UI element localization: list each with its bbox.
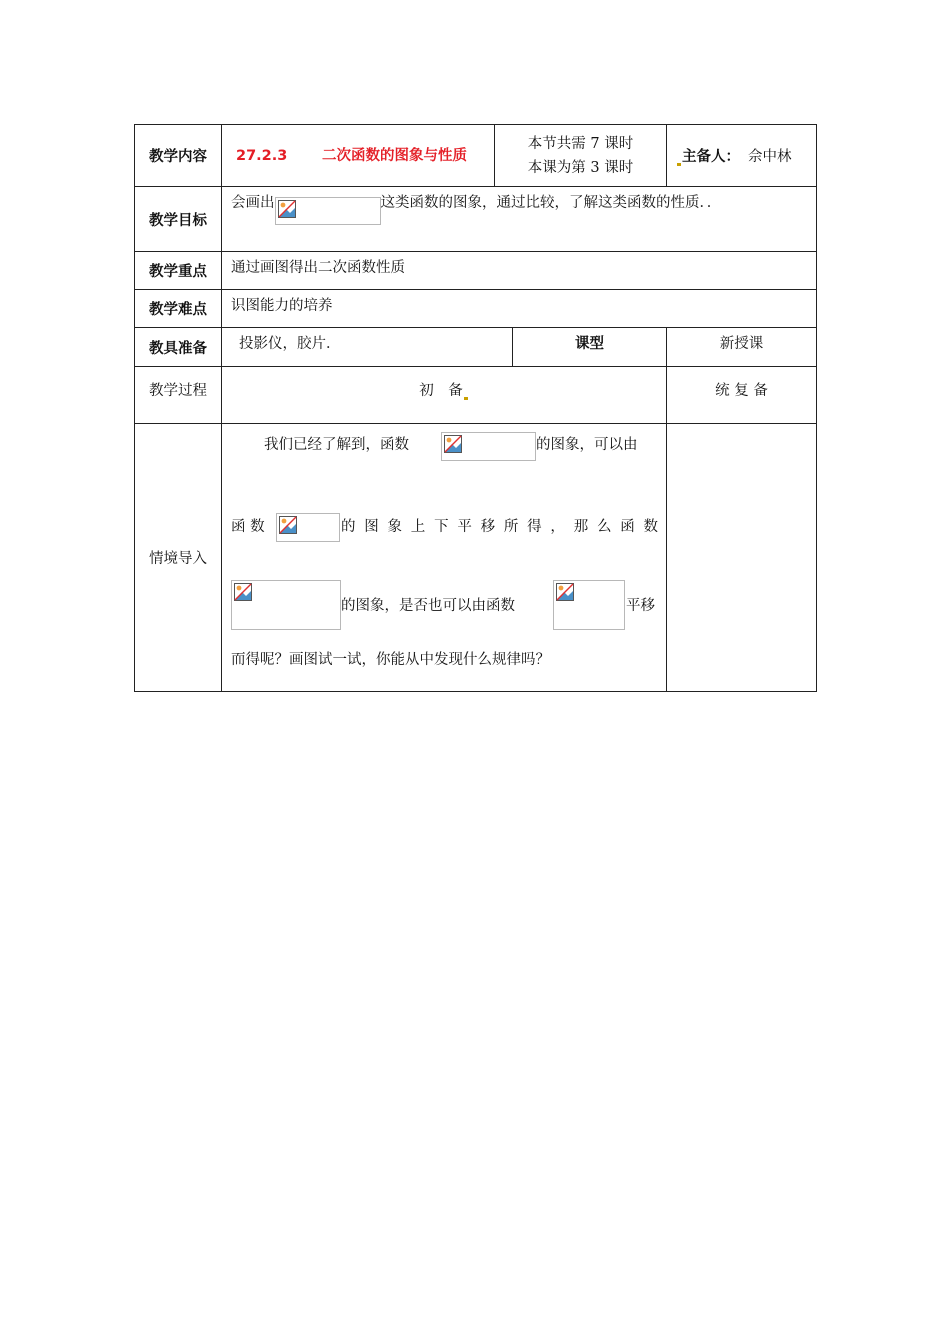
objectives-cell <box>222 187 817 252</box>
broken-image-icon <box>278 200 296 218</box>
formula-image <box>276 513 340 542</box>
broken-image-icon <box>556 583 574 601</box>
lesson-type-value: 新授课 <box>719 336 764 352</box>
first-prep-cell <box>222 367 667 424</box>
intro-line-1 <box>231 429 658 469</box>
intro-line-3 <box>231 580 658 632</box>
lesson-plan-table <box>134 124 817 692</box>
tools-text: 投影仪，胶片． <box>239 336 341 352</box>
broken-image-icon <box>234 583 252 601</box>
marker-dot <box>464 397 468 400</box>
intro-review-cell <box>667 424 817 692</box>
intro-line-3-a: 的图象，是否也可以由函数 <box>341 598 515 614</box>
process-row <box>135 367 817 424</box>
tools-row <box>135 328 817 367</box>
key-points-label: 教学重点 <box>135 252 222 290</box>
key-points-cell <box>222 252 817 290</box>
difficulties-label: 教学难点 <box>135 290 222 328</box>
formula-image <box>231 580 341 630</box>
header-row <box>135 125 817 187</box>
tools-cell <box>222 328 513 367</box>
intro-line-1-b: 的图象，可以由 <box>536 437 638 453</box>
tools-label: 教具准备 <box>135 328 222 367</box>
broken-image-icon <box>444 435 462 453</box>
content-label: 教学内容 <box>135 125 222 187</box>
intro-line-3-b: 平移 <box>626 598 655 614</box>
intro-line-1-a: 我们已经了解到，函数 <box>264 437 409 453</box>
key-points-text: 通过画图得出二次函数性质 <box>231 260 405 276</box>
lesson-type-label-cell <box>513 328 667 367</box>
intro-line-2-b: 的 图 象 上 下 平 移 所 得 ， 那 么 函 数 <box>341 519 659 535</box>
lesson-current: 本课为第 3 课时 <box>527 159 634 176</box>
unified-prep-cell <box>667 367 817 424</box>
difficulties-row <box>135 290 817 328</box>
objectives-text-before: 会画出 <box>231 195 275 211</box>
preparer-name: 佘中林 <box>748 149 792 165</box>
objectives-row <box>135 187 817 252</box>
intro-label: 情境导入 <box>149 551 207 567</box>
intro-cell <box>222 424 667 692</box>
lesson-number: 27.2.3 <box>236 147 288 164</box>
lesson-count-cell <box>495 125 667 187</box>
lesson-type-cell <box>667 328 817 367</box>
formula-image <box>553 580 625 630</box>
process-label: 教学过程 <box>149 383 207 399</box>
objectives-text-after: 这类函数的图象，通过比较，了解这类函数的性质．． <box>380 195 722 211</box>
key-points-row <box>135 252 817 290</box>
first-prep-label: 初 备 <box>419 383 463 399</box>
intro-line-2 <box>231 513 658 553</box>
objectives-label: 教学目标 <box>135 187 222 252</box>
unified-prep-label: 统 复 备 <box>715 383 768 399</box>
lessons-total: 本节共需 7 课时 <box>527 135 634 152</box>
formula-image <box>441 432 536 461</box>
lesson-title-cell <box>222 125 495 187</box>
preparer-separator: ： <box>725 149 741 165</box>
intro-row <box>135 424 817 692</box>
marker-dot <box>677 163 681 166</box>
preparer-label: 主备人 <box>682 149 726 165</box>
lesson-type-label: 课型 <box>575 336 604 352</box>
difficulties-text: 识图能力的培养 <box>231 298 333 314</box>
preparer-cell <box>667 125 817 187</box>
process-label-cell <box>135 367 222 424</box>
formula-image <box>275 197 381 225</box>
broken-image-icon <box>279 516 297 534</box>
intro-line-4 <box>231 648 658 678</box>
lesson-title: 二次函数的图象与性质 <box>322 147 467 164</box>
intro-line-2-a: 函 数 <box>231 519 265 535</box>
intro-line-4-text: 而得呢？画图试一试，你能从中发现什么规律吗？ <box>231 652 550 668</box>
intro-label-cell <box>135 424 222 692</box>
difficulties-cell <box>222 290 817 328</box>
